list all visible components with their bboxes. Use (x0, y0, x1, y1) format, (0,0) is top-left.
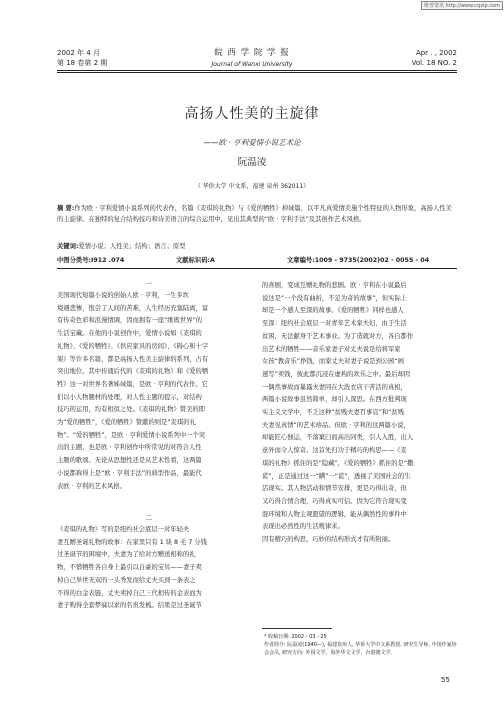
text-line: 一偶然事故而暴露夫妻同在大洗衣店干苦活的真相， (262, 383, 407, 391)
text-line: 出的主题，也是欧 · 亨利创作中所常见的对符合人性 (57, 444, 202, 452)
header-rule-thin (57, 72, 457, 73)
footnote (264, 633, 459, 657)
clc-number: 中图分类号:I912 .074 (57, 257, 125, 264)
text-line: 却能匠心独运，不落窠臼而高出同类，引人入胜，出人 (262, 434, 414, 442)
journal-title-en: Journal of Wanxi University (211, 61, 293, 68)
abstract-text: 作为欧 · 亨利爱情小说系列的代表作，名篇《麦琪的礼物》与《爱的牺牲》掉妹篇，以平凡真爱情美施个性特征的人物形象，高扬人性美的主旋律。在独特的复合结构技巧和诗美语言的综合运用中，见出其典型的“欧 · 亨利手法”及其创作艺术风格。 (57, 205, 452, 223)
footnote-rule (262, 628, 332, 629)
text-line: 因有精巧的构思，巧妙的结构形式才有所附丽。 (262, 536, 395, 544)
text-line: 表现出必然性的生活规律来。 (262, 523, 344, 531)
document-code: 文献标识码:A (176, 257, 215, 264)
text-line: 妻子购得全套梦寐以求的名贵发梳。结果是过圣诞节 (57, 602, 202, 610)
author-name: 阮温凌 (237, 157, 267, 168)
text-line: 牲》这一对世界名著姊妹篇，是欧 · 亨利的代表作。它 (57, 380, 208, 388)
watermark-stamp: 维普资讯 http://www.cqvip.com (421, 1, 503, 10)
text-line: 生活宝藏。在他的小说创作中，爱情小说如《麦琪的 (57, 330, 202, 338)
text-line: 出艺术的牺牲——音乐家妻子对丈夫说是给将军家 (262, 345, 401, 353)
text-line: 实主义文学中，不乏这种“贫贱夫妻百事哀”和“贫贱 (262, 409, 405, 417)
text-line: 谎”，正是通过这一“瞒”一“谎”，透视了美国社会的生 (262, 472, 411, 480)
text-line: 意外而令人惊奇。这首先归功于精巧的构思——《麦 (262, 447, 407, 455)
header-date: 2002 年 4 月 (57, 49, 100, 57)
text-line: 两篇小说故事虽然简单，却引人深思。在西方批判现 (262, 396, 407, 404)
text-line: 不得的白金表链，丈夫卖掉自己三代相传的金表而为 (57, 589, 202, 597)
header-date-en: Apr . , 2002 (415, 49, 457, 57)
text-line: 混环境和人物主观愿望的逻辑，能从偶然性的事件中 (262, 510, 407, 518)
text-line: 小说都称得上是“欧 · 亨利手法”的典型作品，最能代 (57, 469, 202, 477)
keywords-text: 爱情小说；人性美；结构；语言；原型 (78, 243, 186, 250)
text-line: 为“爱的牺牲”，《爱的牺牲》赞献的则是“麦琪的礼 (57, 419, 196, 427)
abstract-label: 摘 要: (57, 205, 75, 212)
text-line: 速写”卖钱，彼此都沉浸在虚构的欢乐之中。最后却因 (262, 370, 411, 378)
text-line: 有传奇色彩和浪漫情调，因而拥有一座“维既世界”的 (57, 317, 203, 325)
text-line: 琪的礼物》抓住的是“隐藏”，《爱的牺牲》抓住的是“撒 (262, 459, 414, 467)
text-line: 物，不惜牺牲各自身上最引以自豪的宝贝——妻子卖 (57, 564, 202, 572)
page-number: 55 (441, 676, 450, 684)
keywords (57, 241, 185, 250)
text-line: 活现实。其人物活动和情节安排，更是巧得出奇，但 (262, 485, 407, 493)
text-line: 们以小人物题材的处理，对人性主题的提示，对结构 (57, 393, 202, 401)
left-column-part2 (57, 524, 250, 613)
header-volume-en: Vol. 18 NO. 2 (411, 59, 457, 67)
right-column (262, 280, 458, 547)
journal-title-cn: 皖 西 学 院 学 报 (214, 48, 290, 58)
section-number-2: 二 (145, 514, 152, 522)
text-line: 《麦琪的礼物》写的是纽约社会底层一对年轻夫 (57, 526, 190, 533)
text-line: 夫妻见真情”的艺术珍品。但欧 · 亨利的这两篇小说， (262, 421, 410, 429)
text-line: 境遇悲惨，饱尝了人间的苦难，人生经历充塞陆离，富 (57, 304, 209, 312)
text-line: 美国现代短篇小说的创始人欧 · 亨利，一生多坎 (57, 292, 189, 299)
text-line: 的喜剧，变成互赠礼物的悲剧。欧 · 亨利在小说最后 (262, 282, 407, 289)
text-line: 过圣诞节的困境中，夫妻为了给对方赠送相称的礼 (57, 551, 196, 559)
keywords-label: 关键词: (57, 243, 79, 250)
text-line: 至深：纽约社会底层一对青年艺术家夫妇，由于生活 (262, 320, 407, 328)
text-line: 却是一个感人至深的故事。《爱的牺牲》同样也感人 (262, 307, 404, 315)
text-line: 技巧的运用，均有相似之处。《麦琪的礼物》赞美的即 (57, 406, 205, 414)
text-line: 妻互赠圣诞礼物的故事：在家里只有 1 块 8 毛 7 分钱 (57, 538, 207, 546)
text-line: 物”。“爱的牺牲”，是欧 · 亨利爱情小说系列中一个突 (57, 431, 206, 439)
header-volume: 第 18 卷第 2 期 (57, 59, 108, 67)
text-line: 又巧得合情合理，巧得真实可信。因为它符合现实变 (262, 497, 407, 505)
article-subtitle: ——欧 · 亨利爱情小说艺术论 (203, 138, 301, 147)
text-line: 架》等许多名篇，都是高扬人性美主旋律的系列，占有 (57, 355, 209, 363)
section-number-1: 一 (145, 280, 152, 288)
text-line: 掉自己举世无双的一头秀发而给丈夫买到一条表之 (57, 576, 196, 584)
abstract-rule (57, 268, 457, 269)
article-number: 文章编号:1009 - 9735(2002)02 - 0055 - 04 (287, 257, 430, 264)
text-line: 礼物》、《爱的牺牲》、《供应家具的房间》、《碍心和十字 (57, 342, 209, 350)
abstract (57, 203, 457, 225)
text-line: 说这是“一个没有曲折，不足为奇的故事”，但实际上 (262, 294, 408, 302)
footnote-bio: 作者简介: 阮温凌(1940—), 福建泉州人, 华侨大学中文系教授, 研究生导师, 中国作家协会会员, 研究方向: 外国文学、海外华文文学、台港澳文学。 (264, 642, 457, 656)
text-line: 突出地位。其中传诵后代的《麦琪的礼物》和《爱的牺 (57, 368, 209, 376)
text-line: 贫困，无法献身于艺术事业。为了造就对方，各自都作 (262, 332, 414, 340)
text-line: 女孩“教音乐”挣钱，而家丈夫对妻子说是到公园“画 (262, 358, 405, 366)
left-column-part1 (57, 290, 250, 493)
footnote-received: * 收稿日期: 2002 - 03 - 25 (264, 634, 327, 640)
text-line: 主题的歌颂。无论从思想性还是从艺术性看，这两篇 (57, 457, 202, 465)
article-title: 高扬人性美的主旋律 (184, 106, 320, 122)
header-rule (57, 70, 457, 71)
author-affiliation: （ 华侨大学 中文系，福建 泉州 362011） (194, 183, 310, 190)
text-line: 表欧 · 亨利的艺术风格。 (57, 482, 126, 490)
